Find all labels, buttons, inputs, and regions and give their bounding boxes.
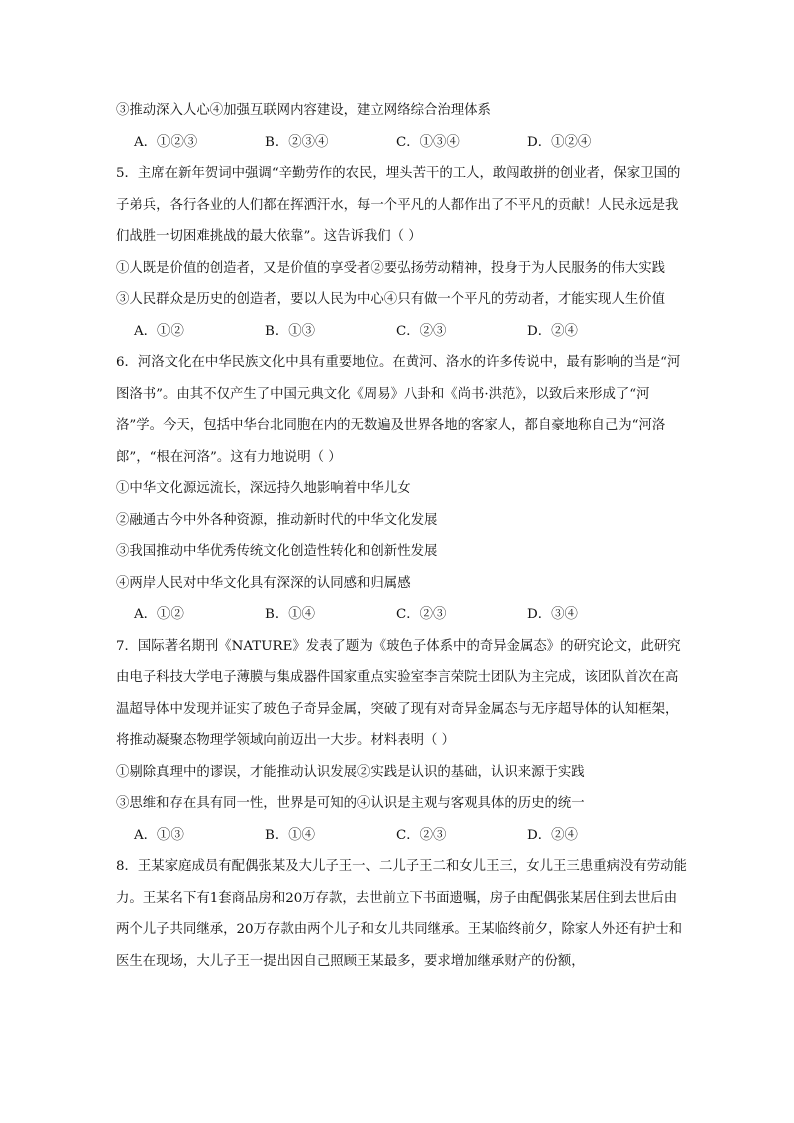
- q5-choice-a[interactable]: A．①②: [134, 323, 184, 339]
- q6-statement-4: ④两岸人民对中华文化具有深深的认同感和归属感: [116, 575, 411, 591]
- q5-choice-d[interactable]: D．②④: [527, 323, 578, 339]
- q7-choices: [116, 820, 688, 852]
- q6-statement-2: ②融通古今中外各种资源，推动新时代的中华文化发展: [116, 512, 438, 528]
- q6-statement-1: ①中华文化源远流长，深远持久地影响着中华儿女: [116, 481, 411, 496]
- q7-stem: 7．国际著名期刊《NATURE》发表了题为《玻色子体系中的奇异金属态》的研究论文，此研究由电子科技大学电子薄膜与集成器件国家重点实验室李言荣院士团队为主完成，该团队首次在高温超导体中发现并证实了玻色子奇异金属，突破了现有对奇异金属态与无序超导体的认知框架，将推动凝聚态物理学领域向前迈出一大步。材料表明（ ）: [116, 638, 681, 748]
- q4-choices: [116, 127, 688, 159]
- q5-choice-c[interactable]: C．②③: [396, 323, 447, 339]
- q4-choice-c[interactable]: C．①③④: [396, 134, 460, 150]
- q4-choice-a[interactable]: A．①②③: [134, 134, 198, 150]
- q4-choice-d[interactable]: D．①②④: [527, 134, 592, 150]
- q4-choice-b[interactable]: B．②③④: [265, 134, 329, 150]
- q7-choice-b[interactable]: B．①④: [265, 827, 316, 843]
- q6-choice-d[interactable]: D．③④: [527, 607, 578, 622]
- q6-statement-3: ③我国推动中华优秀传统文化创造性转化和创新性发展: [116, 544, 438, 559]
- q6-choices: [116, 599, 688, 631]
- q5-statements-1: ①人既是价值的创造者，又是价值的享受者②要弘扬劳动精神，投身于为人民服务的伟大实践: [116, 260, 666, 276]
- q7-statements-2: ③思维和存在具有同一性，世界是可知的④认识是主观与客观具体的历史的统一: [116, 796, 585, 811]
- q8-stem: 8．王某家庭成员有配偶张某及大儿子王一、二儿子王二和女儿王三，女儿王三患重病没有劳动能力。王某名下有1套商品房和20万存款，去世前立下书面遗嘱，房子由配偶张某居住到去世后由两个儿子共同继承，20万存款由两个儿子和女儿共同继承。王某临终前夕，除家人外还有护士和医生在现场，大儿子王一提出因自己照顾王某最多，要求增加继承财产的份额，: [116, 859, 687, 969]
- q7-choice-c[interactable]: C．②③: [396, 827, 447, 843]
- q5-choices: [116, 316, 688, 348]
- q6-choice-b[interactable]: B．①④: [265, 607, 316, 622]
- q7-choice-d[interactable]: D．②④: [527, 827, 578, 843]
- q5-stem: 5．主席在新年贺词中强调“辛勤劳作的农民，埋头苦干的工人，敢闯敢拼的创业者，保家卫国的子弟兵，各行各业的人们都在挥洒汗水，每一个平凡的人都作出了不平凡的贡献！人民永远是我们战胜一切困难挑战的最大依靠”。这告诉我们（ ）: [116, 166, 681, 244]
- q6-choice-c[interactable]: C．②③: [396, 607, 447, 622]
- q6-stem: 6．河洛文化在中华民族文化中具有重要地位。在黄河、洛水的许多传说中，最有影响的当是“河图洛书”。由其不仅产生了中国元典文化《周易》八卦和《尚书·洪范》，以致后来形成了“河洛”学。今天，包括中华台北同胞在内的无数遍及世界各地的客家人，都自豪地称自己为“河洛郎”，“根在河洛”。这有力地说明（ ）: [116, 355, 681, 465]
- q5-statements-2: ③人民群众是历史的创造者，要以人民为中心④只有做一个平凡的劳动者，才能实现人生价值: [116, 292, 666, 307]
- q7-choice-a[interactable]: A．①③: [134, 827, 184, 843]
- q7-statements-1: ①剔除真理中的谬误，才能推动认识发展②实践是认识的基础，认识来源于实践: [116, 764, 585, 780]
- q4-statements: ③推动深入人心④加强互联网内容建设，建立网络综合治理体系: [116, 103, 491, 118]
- question-content: [116, 95, 688, 977]
- q5-choice-b[interactable]: B．①③: [265, 323, 316, 339]
- q6-choice-a[interactable]: A．①②: [134, 607, 184, 622]
